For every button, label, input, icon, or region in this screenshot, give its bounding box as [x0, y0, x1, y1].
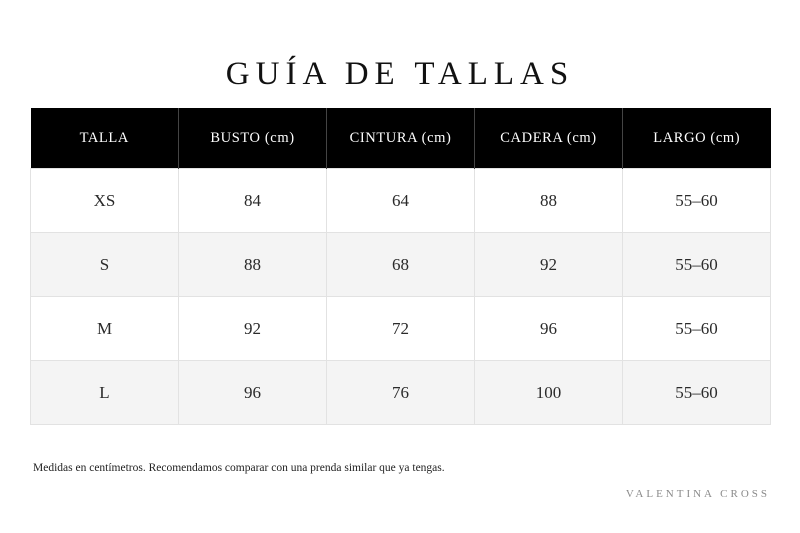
- cell-length: 55–60: [623, 169, 771, 233]
- footnote: Medidas en centímetros. Recomendamos comparar con una prenda similar que ya tengas.: [33, 462, 445, 474]
- cell-waist: 64: [327, 169, 475, 233]
- page-title: GUÍA DE TALLAS: [225, 56, 575, 93]
- cell-bust: 84: [179, 169, 327, 233]
- table-row: [31, 169, 771, 233]
- cell-size: M: [31, 297, 179, 361]
- cell-hip: 96: [475, 297, 623, 361]
- cell-length: 55–60: [623, 361, 771, 425]
- cell-bust: 96: [179, 361, 327, 425]
- cell-bust: 92: [179, 297, 327, 361]
- header-talla: TALLA: [31, 108, 179, 169]
- table-header-row: [31, 108, 771, 169]
- cell-size: XS: [31, 169, 179, 233]
- cell-waist: 68: [327, 233, 475, 297]
- table-row: [31, 297, 771, 361]
- size-chart-table: [30, 108, 771, 425]
- cell-waist: 72: [327, 297, 475, 361]
- cell-length: 55–60: [623, 297, 771, 361]
- cell-length: 55–60: [623, 233, 771, 297]
- table-row: [31, 361, 771, 425]
- cell-size: L: [31, 361, 179, 425]
- cell-hip: 88: [475, 169, 623, 233]
- cell-waist: 76: [327, 361, 475, 425]
- header-cintura: CINTURA (cm): [327, 108, 475, 169]
- header-busto: BUSTO (cm): [179, 108, 327, 169]
- cell-hip: 100: [475, 361, 623, 425]
- cell-bust: 88: [179, 233, 327, 297]
- cell-size: S: [31, 233, 179, 297]
- header-largo: LARGO (cm): [623, 108, 771, 169]
- cell-hip: 92: [475, 233, 623, 297]
- brand-name: VALENTINA CROSS: [625, 488, 770, 500]
- header-cadera: CADERA (cm): [475, 108, 623, 169]
- table-row: [31, 233, 771, 297]
